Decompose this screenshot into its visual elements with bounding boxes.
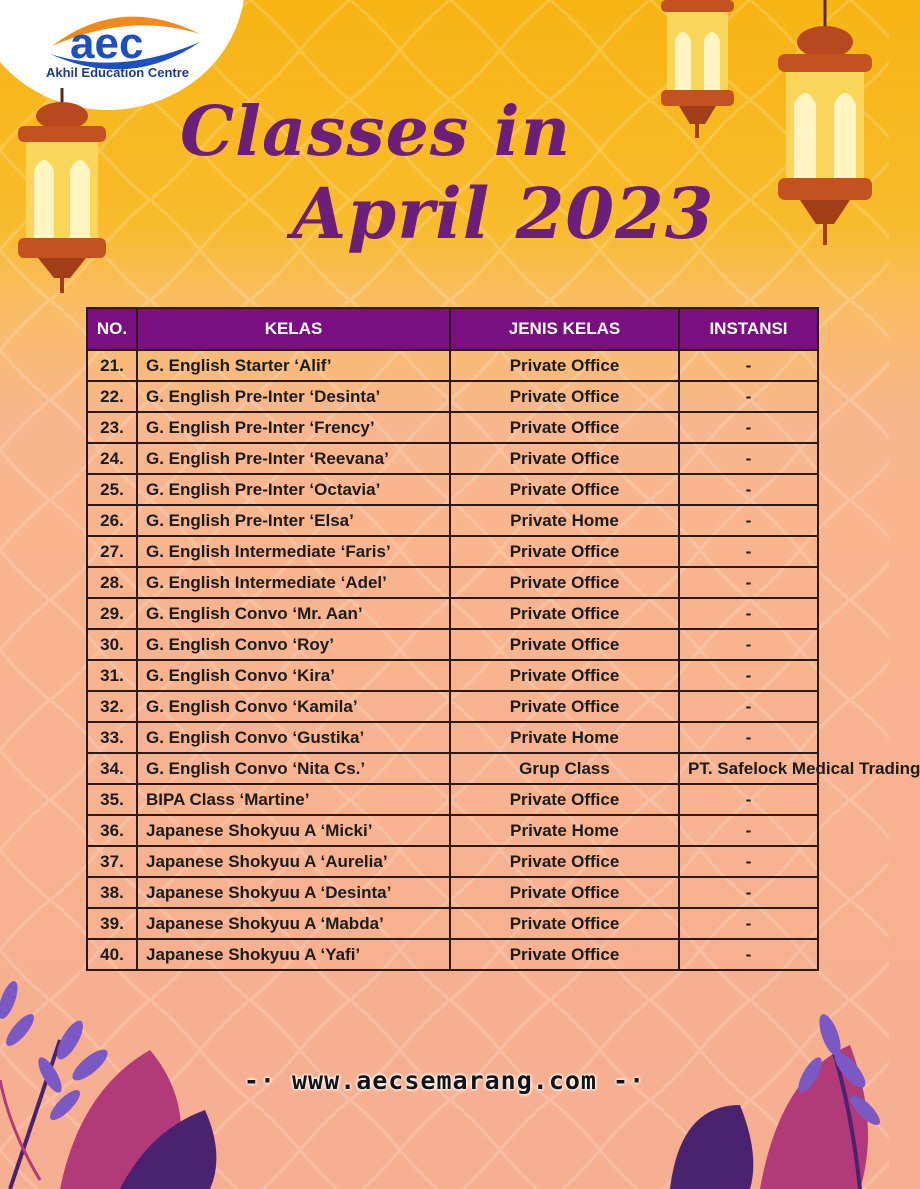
row-no: 32.	[87, 691, 137, 722]
row-jenis-kelas: Private Office	[450, 381, 679, 412]
table-row	[87, 381, 818, 412]
row-jenis-kelas: Private Office	[450, 908, 679, 939]
lantern-right-icon	[770, 0, 880, 245]
row-no: 22.	[87, 381, 137, 412]
row-kelas: G. English Starter ‘Alif’	[137, 350, 450, 381]
row-instansi: -	[679, 846, 818, 877]
table-header-row	[87, 308, 818, 350]
table-row	[87, 629, 818, 660]
table-row	[87, 939, 818, 970]
row-kelas: Japanese Shokyuu A ‘Yafi’	[137, 939, 450, 970]
header-no: NO.	[87, 308, 137, 350]
classes-table	[86, 307, 920, 971]
page-title-line2: April 2023	[292, 172, 715, 255]
row-instansi: -	[679, 350, 818, 381]
row-instansi: PT. Safelock Medical Trading	[679, 753, 818, 784]
lantern-top-right-icon	[655, 0, 740, 140]
row-no: 37.	[87, 846, 137, 877]
row-kelas: G. English Convo ‘Gustika’	[137, 722, 450, 753]
row-no: 30.	[87, 629, 137, 660]
row-kelas: G. English Convo ‘Roy’	[137, 629, 450, 660]
row-no: 27.	[87, 536, 137, 567]
row-instansi: -	[679, 939, 818, 970]
table-row	[87, 753, 818, 784]
row-jenis-kelas: Private Home	[450, 815, 679, 846]
row-no: 24.	[87, 443, 137, 474]
row-kelas: Japanese Shokyuu A ‘Aurelia’	[137, 846, 450, 877]
row-instansi: -	[679, 505, 818, 536]
table-row	[87, 846, 818, 877]
row-jenis-kelas: Private Office	[450, 846, 679, 877]
row-jenis-kelas: Private Office	[450, 474, 679, 505]
row-no: 33.	[87, 722, 137, 753]
row-kelas: BIPA Class ‘Martine’	[137, 784, 450, 815]
row-kelas: Japanese Shokyuu A ‘Mabda’	[137, 908, 450, 939]
row-instansi: -	[679, 443, 818, 474]
table-row	[87, 815, 818, 846]
lantern-left-icon	[10, 88, 115, 293]
table-row	[87, 722, 818, 753]
row-jenis-kelas: Private Office	[450, 784, 679, 815]
row-jenis-kelas: Private Home	[450, 722, 679, 753]
table-row	[87, 505, 818, 536]
row-no: 23.	[87, 412, 137, 443]
table-row	[87, 443, 818, 474]
row-no: 28.	[87, 567, 137, 598]
row-kelas: G. English Pre-Inter ‘Octavia’	[137, 474, 450, 505]
row-instansi: -	[679, 691, 818, 722]
table-row	[87, 877, 818, 908]
row-jenis-kelas: Private Office	[450, 443, 679, 474]
row-jenis-kelas: Grup Class	[450, 753, 679, 784]
row-kelas: G. English Pre-Inter ‘Frency’	[137, 412, 450, 443]
row-kelas: Japanese Shokyuu A ‘Micki’	[137, 815, 450, 846]
row-jenis-kelas: Private Office	[450, 629, 679, 660]
header-kelas: KELAS	[137, 308, 450, 350]
header-instansi: INSTANSI	[679, 308, 818, 350]
row-instansi: -	[679, 784, 818, 815]
row-instansi: -	[679, 908, 818, 939]
row-no: 21.	[87, 350, 137, 381]
row-instansi: -	[679, 629, 818, 660]
row-no: 26.	[87, 505, 137, 536]
table-row	[87, 598, 818, 629]
row-instansi: -	[679, 598, 818, 629]
row-kelas: G. English Intermediate ‘Adel’	[137, 567, 450, 598]
table-row	[87, 660, 818, 691]
row-no: 25.	[87, 474, 137, 505]
row-kelas: G. English Pre-Inter ‘Desinta’	[137, 381, 450, 412]
table-row	[87, 908, 818, 939]
row-kelas: G. English Convo ‘Mr. Aan’	[137, 598, 450, 629]
row-no: 38.	[87, 877, 137, 908]
row-jenis-kelas: Private Office	[450, 350, 679, 381]
page-title-line1: Classes in	[180, 92, 572, 172]
row-instansi: -	[679, 722, 818, 753]
table-row	[87, 691, 818, 722]
row-kelas: G. English Convo ‘Nita Cs.’	[137, 753, 450, 784]
row-no: 35.	[87, 784, 137, 815]
row-instansi: -	[679, 877, 818, 908]
table-row	[87, 784, 818, 815]
row-instansi: -	[679, 660, 818, 691]
row-kelas: G. English Intermediate ‘Faris’	[137, 536, 450, 567]
table-row	[87, 567, 818, 598]
row-no: 29.	[87, 598, 137, 629]
row-instansi: -	[679, 567, 818, 598]
row-kelas: G. English Pre-Inter ‘Reevana’	[137, 443, 450, 474]
row-kelas: Japanese Shokyuu A ‘Desinta’	[137, 877, 450, 908]
row-jenis-kelas: Private Office	[450, 939, 679, 970]
row-instansi: -	[679, 474, 818, 505]
row-no: 34.	[87, 753, 137, 784]
row-instansi: -	[679, 536, 818, 567]
table-row	[87, 412, 818, 443]
row-jenis-kelas: Private Office	[450, 877, 679, 908]
row-kelas: G. English Convo ‘Kamila’	[137, 691, 450, 722]
row-jenis-kelas: Private Office	[450, 691, 679, 722]
brand-name: Akhil Education Centre	[46, 65, 190, 80]
row-jenis-kelas: Private Office	[450, 412, 679, 443]
row-instansi: -	[679, 412, 818, 443]
table-row	[87, 474, 818, 505]
row-no: 31.	[87, 660, 137, 691]
logo-mark: aec	[70, 19, 144, 68]
row-kelas: G. English Convo ‘Kira’	[137, 660, 450, 691]
row-instansi: -	[679, 381, 818, 412]
website-url[interactable]: -· www.aecsemarang.com -·	[243, 1066, 646, 1095]
table-row	[87, 350, 818, 381]
row-jenis-kelas: Private Home	[450, 505, 679, 536]
row-jenis-kelas: Private Office	[450, 567, 679, 598]
row-kelas: G. English Pre-Inter ‘Elsa’	[137, 505, 450, 536]
header-jenis-kelas: JENIS KELAS	[450, 308, 679, 350]
row-no: 39.	[87, 908, 137, 939]
row-jenis-kelas: Private Office	[450, 536, 679, 567]
row-no: 36.	[87, 815, 137, 846]
row-no: 40.	[87, 939, 137, 970]
table-row	[87, 536, 818, 567]
row-jenis-kelas: Private Office	[450, 598, 679, 629]
row-jenis-kelas: Private Office	[450, 660, 679, 691]
row-instansi: -	[679, 815, 818, 846]
leaves-right-icon	[660, 1015, 889, 1189]
